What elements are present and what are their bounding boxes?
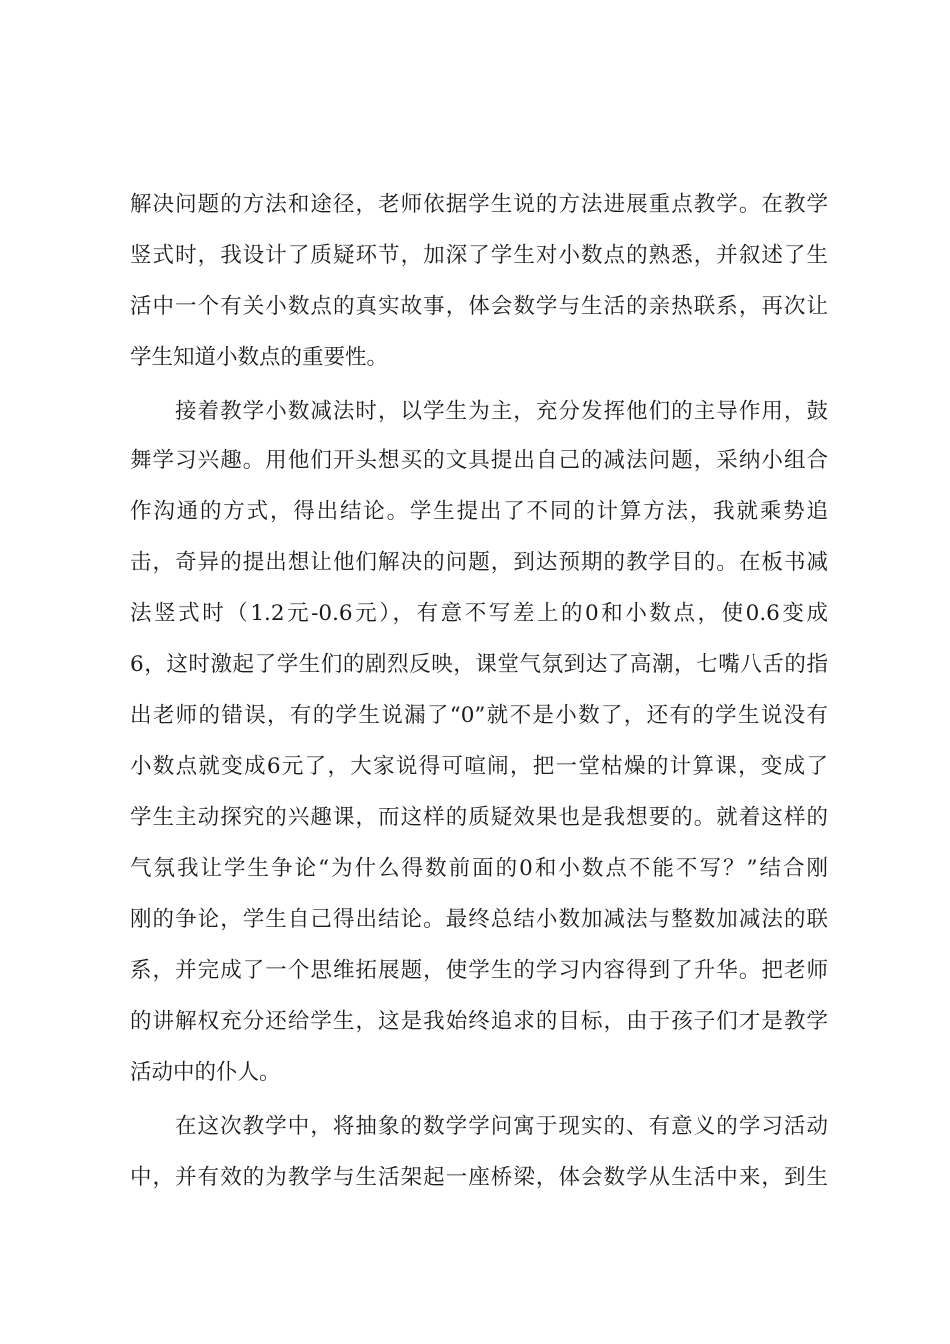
paragraph-2-line-6: 6，这时激起了学生们的剧烈反映，课堂气氛到达了高潮，七嘴八舌的指 [130,652,828,677]
paragraph-2-line-9: 学生主动探究的兴趣课，而这样的质疑效果也是我想要的。就着这样的 [130,805,828,830]
paragraph-2-line-1: 接着教学小数减法时，以学生为主，充分发挥他们的主导作用，鼓 [175,399,828,424]
paragraph-2-line-7: 出老师的错误，有的学生说漏了“0”就不是小数了，还有的学生说没有 [130,703,828,728]
paragraph-1-line-2: 竖式时，我设计了质疑环节，加深了学生对小数点的熟悉，并叙述了生 [130,243,828,268]
paragraph-2-line-14: 活动中的仆人。 [130,1060,281,1085]
paragraph-2-line-2: 舞学习兴趣。用他们开头想买的文具提出自己的减法问题，采纳小组合 [130,448,828,473]
paragraph-2-line-8: 小数点就变成6元了，大家说得可喧闹，把一堂枯燥的计算课，变成了 [130,754,828,779]
paragraph-2-line-5: 法竖式时（1.2元-0.6元），有意不写差上的0和小数点，使0.6变成 [130,601,828,626]
paragraph-2-line-10: 气氛我让学生争论“为什么得数前面的0和小数点不能不写？”结合刚 [130,856,828,881]
paragraph-2-line-11: 刚的争论，学生自己得出结论。最终总结小数加减法与整数加减法的联 [130,907,828,932]
paragraph-2-line-12: 系，并完成了一个思维拓展题，使学生的学习内容得到了升华。把老师 [130,958,828,983]
paragraph-2-line-3: 作沟通的方式，得出结论。学生提出了不同的计算方法，我就乘势追 [130,499,828,524]
paragraph-2-line-13: 的讲解权充分还给学生，这是我始终追求的目标，由于孩子们才是教学 [130,1009,828,1034]
paragraph-1-line-3: 活中一个有关小数点的真实故事，体会数学与生活的亲热联系，再次让 [130,294,828,319]
paragraph-2-line-4: 击，奇异的提出想让他们解决的问题，到达预期的教学目的。在板书减 [130,550,828,575]
paragraph-3-line-2: 中，并有效的为教学与生活架起一座桥梁，体会数学从生活中来，到生 [130,1165,828,1190]
paragraph-1-line-1: 解决问题的方法和途径，老师依据学生说的方法进展重点教学。在教学 [130,192,828,217]
paragraph-3-line-1: 在这次教学中，将抽象的数学学问寓于现实的、有意义的学习活动 [175,1114,828,1139]
paragraph-1-line-4: 学生知道小数点的重要性。 [130,345,389,370]
